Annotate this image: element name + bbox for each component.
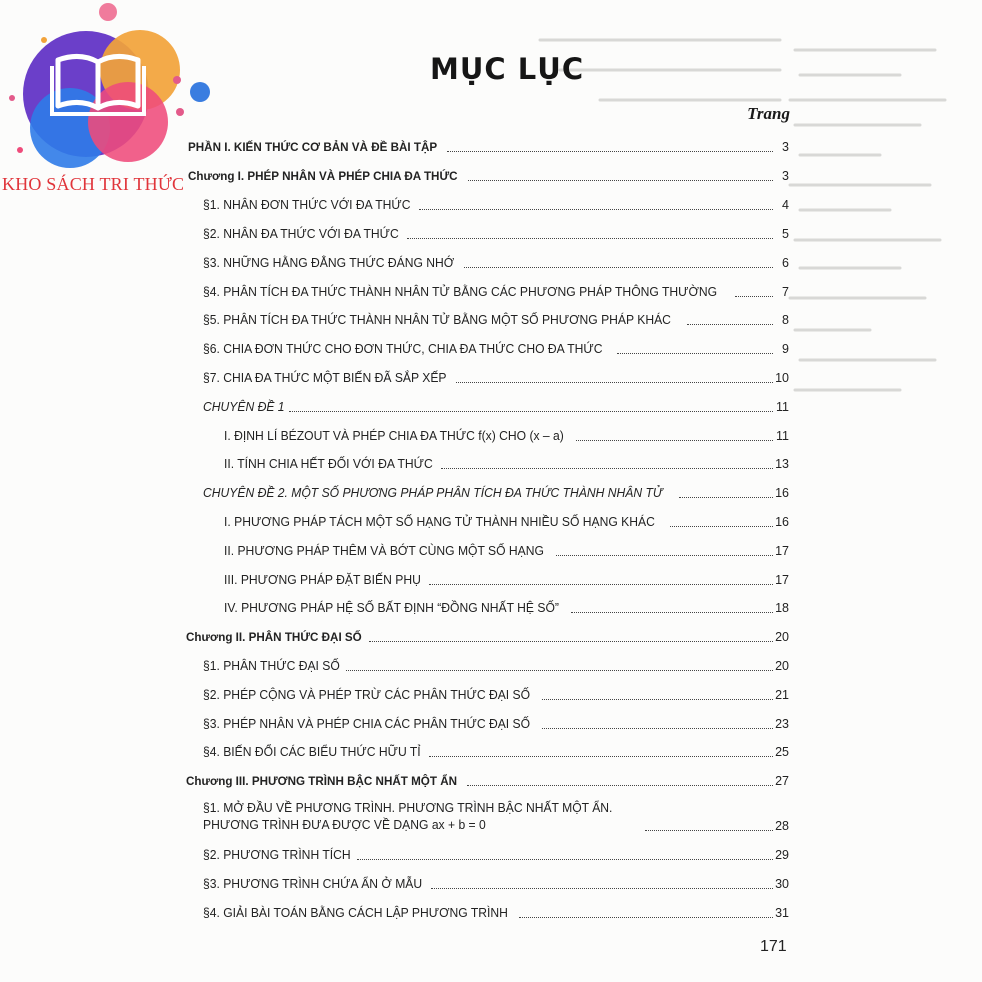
toc-entry-leader — [645, 830, 773, 831]
toc-entry-page: 13 — [775, 457, 789, 471]
toc-entry-page: 31 — [775, 906, 789, 920]
toc-entry-leader — [735, 296, 773, 297]
toc-entry-leader — [419, 209, 773, 210]
toc-entry-page: 8 — [782, 313, 789, 327]
toc-entry-page: 3 — [782, 169, 789, 183]
toc-entry-title: IV. PHƯƠNG PHÁP HỆ SỐ BẤT ĐỊNH “ĐỒNG NHẤT HỆ SỐ” — [224, 601, 559, 615]
toc-entry-title: §1. NHÂN ĐƠN THỨC VỚI ĐA THỨC — [203, 198, 411, 212]
toc-entry — [203, 843, 789, 863]
toc-entry — [224, 596, 789, 616]
toc-entry-title: §4. GIẢI BÀI TOÁN BẰNG CÁCH LẬP PHƯƠNG TRÌNH — [203, 906, 508, 920]
toc-entry-leader — [369, 641, 773, 642]
toc-entry — [203, 366, 789, 386]
toc-entry-title: Chương I. PHÉP NHÂN VÀ PHÉP CHIA ĐA THỨC — [188, 169, 458, 183]
toc-entry-title: CHUYÊN ĐỀ 2. MỘT SỐ PHƯƠNG PHÁP PHÂN TÍCH ĐA THỨC THÀNH NHÂN TỬ — [203, 486, 663, 500]
toc-entry-leader — [519, 917, 773, 918]
toc-entry-page: 20 — [775, 659, 789, 673]
toc-entry-page: 10 — [775, 371, 789, 385]
toc-entry-page: 20 — [775, 630, 789, 644]
toc-entry-title: §4. PHÂN TÍCH ĐA THỨC THÀNH NHÂN TỬ BẰNG CÁC PHƯƠNG PHÁP THÔNG THƯỜNG — [203, 285, 718, 299]
toc-entry-leader — [467, 785, 773, 786]
toc-entry — [203, 193, 789, 213]
toc-entry-title: I. PHƯƠNG PHÁP TÁCH MỘT SỐ HẠNG TỬ THÀNH NHIỀU SỐ HẠNG KHÁC — [224, 515, 655, 529]
toc-entry-leader — [429, 756, 773, 757]
toc-entry — [203, 872, 789, 892]
toc-entry-page: 16 — [775, 486, 789, 500]
toc-entry-page: 3 — [782, 140, 789, 154]
toc-entry-page: 23 — [775, 717, 789, 731]
toc-entry — [203, 798, 789, 834]
toc-entry-leader — [571, 612, 773, 613]
toc-entry-page: 21 — [775, 688, 789, 702]
toc-entry-leader — [670, 526, 773, 527]
toc-entry-leader — [456, 382, 773, 383]
toc-entry-page: 30 — [775, 877, 789, 891]
toc-entry-title: Chương III. PHƯƠNG TRÌNH BẬC NHẤT MỘT ẨN — [186, 774, 458, 788]
toc-entry-leader — [431, 888, 773, 889]
toc-entry-title: III. PHƯƠNG PHÁP ĐẶT BIẾN PHỤ — [224, 573, 421, 587]
toc-entry-leader — [441, 468, 773, 469]
toc-entry-title: §3. NHỮNG HẰNG ĐẲNG THỨC ĐÁNG NHỚ — [203, 256, 455, 270]
toc-entry-title: PHẦN I. KIẾN THỨC CƠ BẢN VÀ ĐỀ BÀI TẬP — [188, 140, 438, 154]
toc-entry-page: 11 — [776, 429, 789, 443]
toc-entry-page: 25 — [775, 745, 789, 759]
toc-entry-leader — [556, 555, 773, 556]
toc-entry — [186, 625, 789, 645]
toc-entry-page: 17 — [775, 573, 789, 587]
toc-entry-page: 27 — [775, 774, 789, 788]
toc-entry — [203, 308, 789, 328]
toc-entry-page: 18 — [775, 601, 789, 615]
toc-entry — [203, 481, 789, 501]
toc-entry — [203, 222, 789, 242]
toc-entry — [188, 135, 789, 155]
toc-entry — [224, 568, 789, 588]
toc-entry-page: 16 — [775, 515, 789, 529]
toc-entry-leader — [289, 411, 773, 412]
toc-entry-title: §2. NHÂN ĐA THỨC VỚI ĐA THỨC — [203, 227, 399, 241]
toc-entry — [203, 251, 789, 271]
toc-entry-page: 5 — [782, 227, 789, 241]
toc-entry-leader — [687, 324, 773, 325]
toc-entry-page: 4 — [782, 198, 789, 212]
toc-entry — [203, 901, 789, 921]
toc-entry-title: §3. PHƯƠNG TRÌNH CHỨA ẨN Ở MẪU — [203, 877, 423, 891]
toc-entry-page: 11 — [776, 400, 789, 414]
toc-entry-leader — [576, 440, 773, 441]
toc-entry-leader — [346, 670, 773, 671]
toc-entry-title: §3. PHÉP NHÂN VÀ PHÉP CHIA CÁC PHÂN THỨC ĐẠI SỐ — [203, 717, 531, 731]
toc-entry-title: §4. BIẾN ĐỔI CÁC BIỂU THỨC HỮU TỈ — [203, 745, 421, 759]
toc-entry-leader — [617, 353, 773, 354]
toc-entry — [224, 452, 789, 472]
toc-entry — [224, 424, 789, 444]
toc-entry — [203, 740, 789, 760]
toc-entry-title: §2. PHƯƠNG TRÌNH TÍCH — [203, 848, 351, 862]
toc-entry-title: §6. CHIA ĐƠN THỨC CHO ĐƠN THỨC, CHIA ĐA THỨC CHO ĐA THỨC — [203, 342, 603, 356]
toc-entry-title: CHUYÊN ĐỀ 1 — [203, 400, 285, 414]
toc-entry-title: §2. PHÉP CỘNG VÀ PHÉP TRỪ CÁC PHÂN THỨC ĐẠI SỐ — [203, 688, 531, 702]
toc-entry-title: §1. MỞ ĐẦU VỀ PHƯƠNG TRÌNH. PHƯƠNG TRÌNH BẬC NHẤT MỘT ẨN. PHƯƠNG TRÌNH ĐƯA ĐƯỢC VỀ DẠNG ax + b = 0 — [203, 801, 613, 832]
toc-entry-leader — [464, 267, 773, 268]
toc-entry-leader — [357, 859, 773, 860]
toc-entry — [186, 769, 789, 789]
toc-entry — [203, 654, 789, 674]
toc-entry-title: Chương II. PHÂN THỨC ĐẠI SỐ — [186, 630, 362, 644]
toc-entry-page: 29 — [775, 848, 789, 862]
toc-entry-leader — [468, 180, 773, 181]
toc-entry-title: II. TÍNH CHIA HẾT ĐỐI VỚI ĐA THỨC — [224, 457, 433, 471]
toc-entry-leader — [542, 728, 773, 729]
toc-entry — [203, 683, 789, 703]
toc-entry-page: 6 — [782, 256, 789, 270]
toc-entry-leader — [679, 497, 773, 498]
toc-entry — [203, 395, 789, 415]
toc-entry-title: §1. PHÂN THỨC ĐẠI SỐ — [203, 659, 340, 673]
toc-entry — [203, 712, 789, 732]
toc-entry — [224, 510, 789, 530]
toc-entry-title: §5. PHÂN TÍCH ĐA THỨC THÀNH NHÂN TỬ BẰNG MỘT SỐ PHƯƠNG PHÁP KHÁC — [203, 313, 671, 327]
toc-entry-title: II. PHƯƠNG PHÁP THÊM VÀ BỚT CÙNG MỘT SỐ HẠNG — [224, 544, 544, 558]
toc-entry-page: 17 — [775, 544, 789, 558]
toc-entry-page: 28 — [775, 819, 789, 833]
toc-entry-leader — [429, 584, 773, 585]
page-column-header: Trang — [747, 104, 790, 123]
toc-entry-page: 7 — [782, 285, 789, 299]
toc-entry — [188, 164, 789, 184]
toc-entry-title: §7. CHIA ĐA THỨC MỘT BIẾN ĐÃ SẮP XẾP — [203, 371, 447, 385]
toc-entry — [203, 337, 789, 357]
toc-entry-page: 9 — [782, 342, 789, 356]
toc-entry-leader — [407, 238, 773, 239]
toc-entry — [203, 280, 789, 300]
page-number: 171 — [760, 938, 787, 955]
toc-entry-leader — [447, 151, 773, 152]
toc-entry-leader — [542, 699, 773, 700]
toc-entry-title: I. ĐỊNH LÍ BÉZOUT VÀ PHÉP CHIA ĐA THỨC f(x) CHO (x – a) — [224, 429, 564, 443]
brand-name: KHO SÁCH TRI THỨC — [2, 174, 185, 194]
toc-entry — [224, 539, 789, 559]
page-title: MỤC LỤC — [430, 52, 585, 86]
